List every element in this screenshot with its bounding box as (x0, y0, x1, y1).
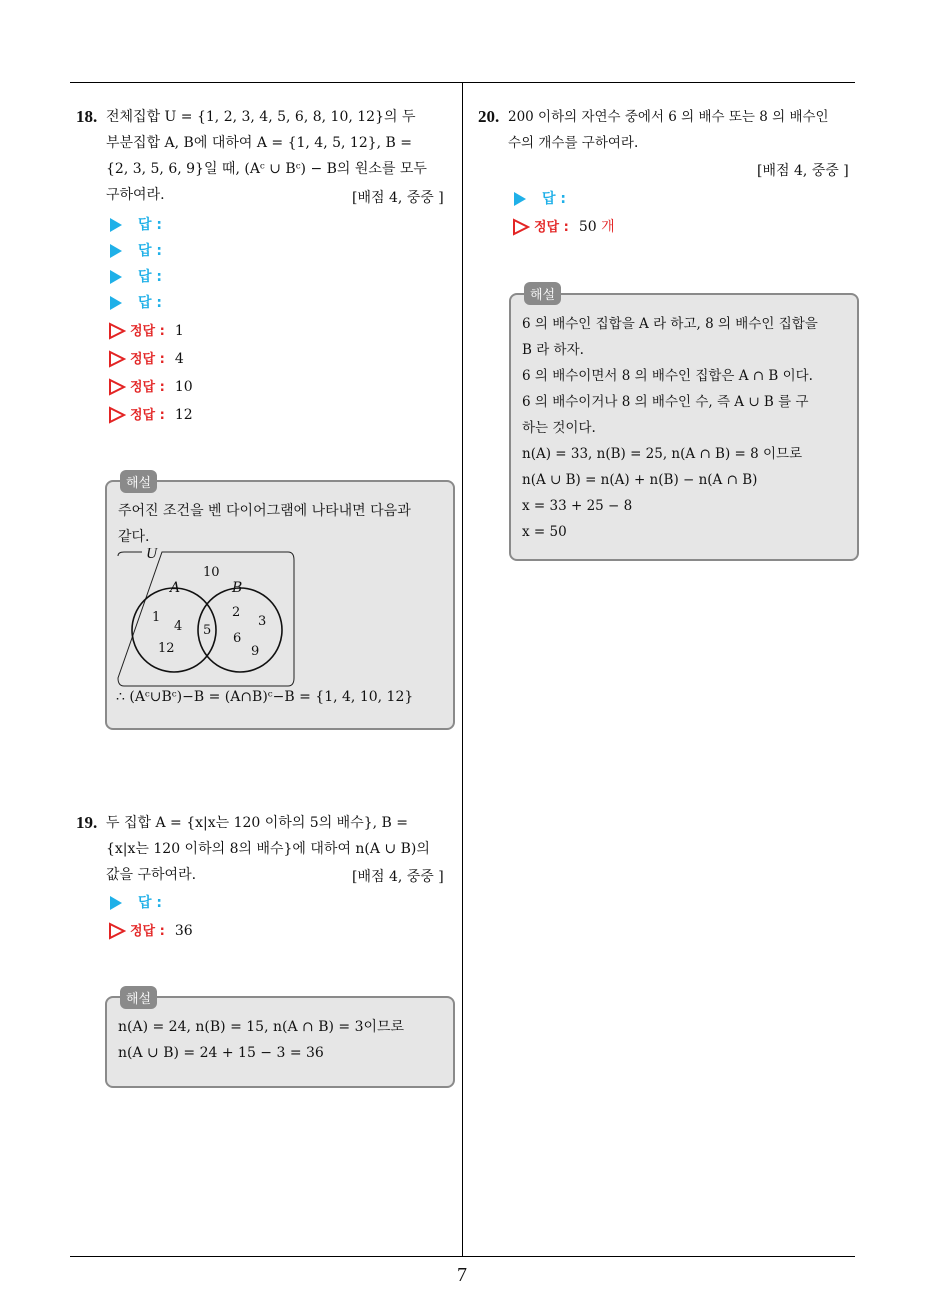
outline-play-icon (108, 378, 126, 396)
solution-text (522, 311, 852, 545)
column-divider (462, 82, 463, 1256)
score-meta: [배점 4, 중중 ] (352, 869, 444, 885)
set-a-label: A (170, 580, 181, 596)
only-a-element: 1 (152, 610, 161, 625)
solution-line: n(A) = 33, n(B) = 25, n(A ∩ B) = 8 이므로 (522, 446, 803, 462)
correct-answer-row: 정답 : 4 (108, 348, 184, 370)
answer-row: 답 : (110, 892, 162, 914)
set-b-label: B (232, 580, 243, 596)
universe-label: U (146, 548, 158, 562)
answer-row: 답 : (110, 266, 162, 288)
solution-line: 6 의 배수인 집합을 A 라 하고, 8 의 배수인 집합을 (522, 316, 818, 332)
play-icon (110, 296, 122, 310)
question-number: 20. (478, 107, 500, 126)
outline-play-icon (512, 218, 530, 236)
question-number: 19. (76, 813, 98, 832)
solution-line: B 라 하자. (522, 342, 584, 358)
question-text-line: 값을 구하여라. (106, 867, 197, 883)
correct-answer-row: 정답 : 12 (108, 404, 193, 426)
solution-text (118, 498, 448, 550)
page-number: 7 (457, 1264, 467, 1286)
solution-line: 6 의 배수이면서 8 의 배수인 집합은 A ∩ B 이다. (522, 368, 813, 384)
question-text-line: {x|x는 120 이하의 8의 배수}에 대하여 n(A ∪ B)의 (106, 841, 430, 857)
only-b-element: 6 (233, 631, 242, 646)
solution-line: n(A ∪ B) = n(A) + n(B) − n(A ∩ B) (522, 472, 758, 488)
outline-play-icon (108, 406, 126, 424)
outline-play-icon (108, 322, 126, 340)
solution-line: n(A) = 24, n(B) = 15, n(A ∩ B) = 3이므로 (118, 1019, 405, 1035)
solution-tag: 해설 (524, 282, 561, 305)
only-b-element: 2 (232, 605, 241, 620)
outline-play-icon (108, 350, 126, 368)
solution-text (118, 1014, 448, 1066)
only-a-element: 4 (174, 619, 183, 634)
question-text-line: 두 집합 A = {x|x는 120 이하의 5의 배수}, B = (106, 815, 409, 831)
bottom-rule (70, 1256, 855, 1257)
play-icon (514, 192, 526, 206)
question-text-line: 200 이하의 자연수 중에서 6 의 배수 또는 8 의 배수인 (508, 109, 829, 125)
score-meta: [배점 4, 중중 ] (352, 190, 444, 206)
play-icon (110, 270, 122, 284)
question-text-line: 전체집합 U = {1, 2, 3, 4, 5, 6, 8, 10, 12}의 두 (106, 109, 416, 125)
play-icon (110, 896, 122, 910)
correct-answer-row: 정답 : 10 (108, 376, 193, 398)
question-text-line: {2, 3, 5, 6, 9}일 때, (Aᶜ ∪ Bᶜ) − B의 원소를 모두 (106, 161, 427, 177)
solution-line: x = 50 (522, 524, 567, 540)
solution-line: 6 의 배수이거나 8 의 배수인 수, 즉 A ∪ B 를 구 (522, 394, 809, 410)
play-icon (110, 244, 122, 258)
only-a-element: 12 (158, 641, 175, 656)
only-b-element: 9 (251, 644, 260, 659)
answer-row: 답 : (110, 214, 162, 236)
score-meta: [배점 4, 중중 ] (757, 163, 849, 179)
solution-tag: 해설 (120, 986, 157, 1009)
question-number: 18. (76, 107, 98, 126)
answer-row: 답 : (514, 188, 566, 210)
answer-row: 답 : (110, 292, 162, 314)
solution-line: x = 33 + 25 − 8 (522, 498, 633, 514)
answer-row: 답 : (110, 240, 162, 262)
only-b-element: 3 (258, 614, 267, 629)
solution-line: n(A ∪ B) = 24 + 15 − 3 = 36 (118, 1045, 324, 1061)
question-text-line: 수의 개수를 구하여라. (508, 135, 639, 151)
correct-answer-row: 정답 : 1 (108, 320, 184, 342)
solution-tag: 해설 (120, 470, 157, 493)
venn-conclusion: ∴ (Aᶜ∪Bᶜ)−B = (A∩B)ᶜ−B = {1, 4, 10, 12} (116, 689, 414, 705)
intersection-element: 5 (203, 623, 212, 638)
question-text-line: 구하여라. (106, 187, 165, 203)
correct-answer-row: 정답 : 36 (108, 920, 193, 942)
correct-answer-row: 정답 : 50 개 (512, 216, 615, 238)
play-icon (110, 218, 122, 232)
outside-element: 10 (203, 565, 220, 580)
venn-diagram (112, 548, 302, 690)
outline-play-icon (108, 922, 126, 940)
solution-line: 주어진 조건을 벤 다이어그램에 나타내면 다음과 (118, 503, 411, 519)
question-text-line: 부분집합 A, B에 대하여 A = {1, 4, 5, 12}, B = (106, 135, 413, 151)
correct-unit: 개 (601, 219, 615, 235)
solution-line: 같다. (118, 529, 150, 545)
solution-line: 하는 것이다. (522, 420, 596, 436)
